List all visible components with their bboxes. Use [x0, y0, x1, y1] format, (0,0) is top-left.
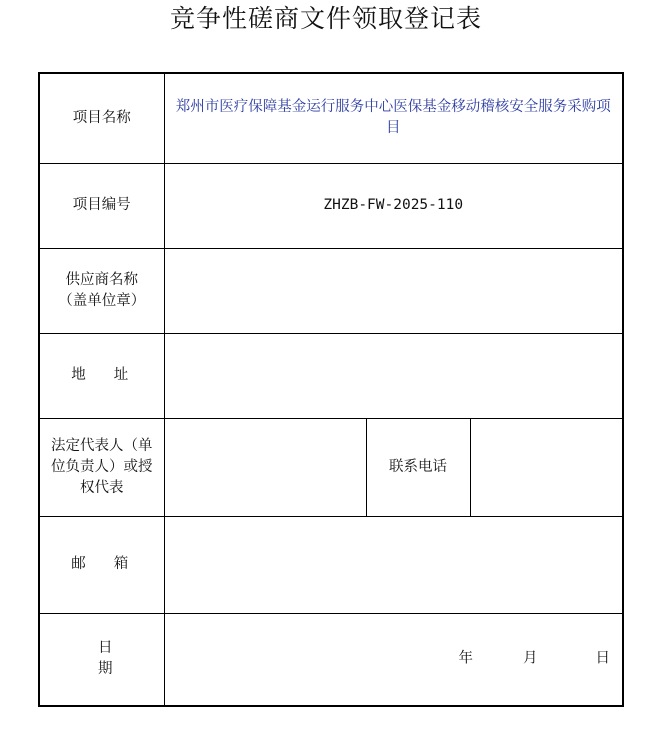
project-name-value: 郑州市医疗保障基金运行服务中心医保基金移动稽核安全服务采购项目 [164, 73, 623, 163]
row-address [39, 333, 623, 418]
date-month-label: 月 [523, 650, 538, 667]
date-parts [459, 649, 611, 670]
date-label: 日期 [39, 613, 164, 706]
date-day-label: 日 [595, 650, 610, 667]
date-year-label: 年 [458, 650, 473, 667]
legal-rep-label: 法定代表人（单位负责人）或授权代表 [39, 418, 164, 516]
address-label: 地址 [39, 333, 164, 418]
supplier-name-field[interactable] [164, 248, 623, 333]
registration-table [38, 72, 624, 707]
supplier-name-label-line1: 供应商名称 [65, 271, 138, 288]
legal-rep-field[interactable] [164, 418, 366, 516]
row-legal-rep [39, 418, 623, 516]
email-label: 邮箱 [39, 516, 164, 613]
project-code-label: 项目编号 [39, 163, 164, 248]
project-code-value: ZHZB-FW-2025-110 [164, 163, 623, 248]
row-date [39, 613, 623, 706]
form-title: 竞争性磋商文件领取登记表 [169, 4, 482, 33]
supplier-name-label [39, 248, 164, 333]
row-project-name [39, 73, 623, 163]
row-email [39, 516, 623, 613]
address-field[interactable] [164, 333, 623, 418]
date-field[interactable] [164, 613, 623, 706]
phone-field[interactable] [470, 418, 623, 516]
row-supplier-name [39, 248, 623, 333]
project-name-label: 项目名称 [39, 73, 164, 163]
supplier-name-label-line2: （盖单位章） [58, 292, 146, 309]
row-project-code [39, 163, 623, 248]
email-field[interactable] [164, 516, 623, 613]
phone-label: 联系电话 [366, 418, 470, 516]
